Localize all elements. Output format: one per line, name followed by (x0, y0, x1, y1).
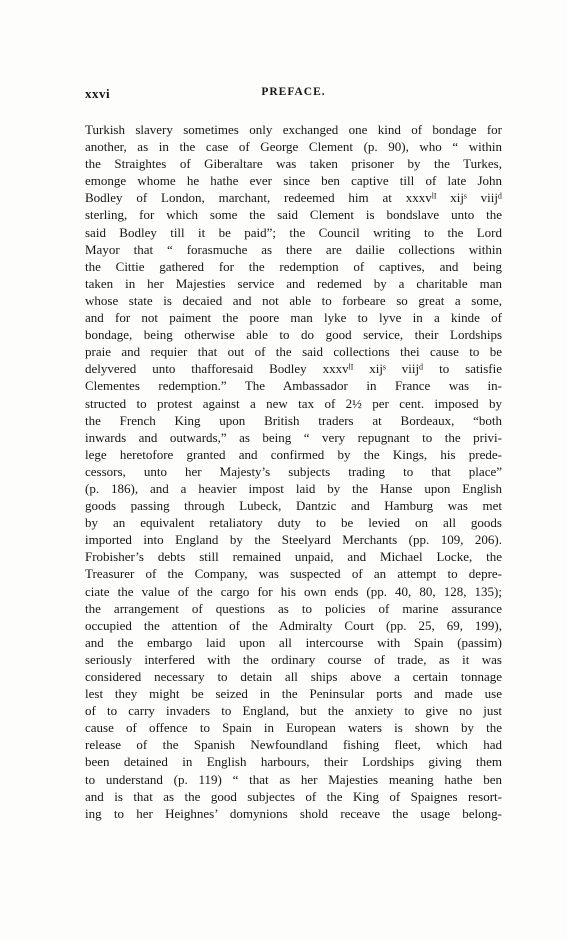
text-line: the Straightes of Giberaltare was taken prisoner by the Turkes, (85, 156, 502, 172)
text-line: considered necessary to detain all ships above a certain tonnage (85, 669, 502, 684)
text-line: the Cittie gathered for the redemption of captives, and being (85, 258, 502, 274)
text-line: Clementes redemption.” The Ambassador in France was in- (85, 378, 502, 394)
text-line: and the embargo laid upon all intercourse with Spain (passim) (85, 634, 502, 650)
text-line: whose state is decaied and not able to forbeare so great a some, (85, 292, 502, 308)
text-line: lest they might be seized in the Peninsular ports and made use (85, 686, 502, 702)
text-line: delyvered unto thafforesaid Bodley xxxvˡᴵ xijˢ viijᵈ to satisfie (85, 361, 502, 377)
text-line: inwards and outwards,” as being “ very repugnant to the privi- (85, 429, 502, 445)
body-paragraph (85, 121, 502, 822)
text-line: Treasurer of the Company, was suspected of an attempt to depre- (85, 566, 502, 582)
text-line: seriously interfered with the ordinary course of trade, as it was (85, 651, 502, 667)
text-line: the French King upon British traders at Bordeaux, “both (85, 412, 502, 428)
running-head: PREFACE. (261, 86, 326, 98)
text-line: ciate the value of the cargo for his own ends (pp. 40, 80, 128, 135); (85, 583, 502, 599)
page-header (85, 86, 502, 104)
text-line: occupied the attention of the Admiralty Court (pp. 25, 69, 199), (85, 617, 502, 633)
text-line: to understand (p. 119) “ that as her Majesties meaning hathe ben (85, 771, 502, 787)
text-line: and for not paiment the poore man lyke to lyve in a kinde of (85, 310, 502, 326)
text-line: and is that as the good subjectes of the King of Spaignes resort- (85, 788, 502, 804)
text-line: been detained in English harbours, their Lordships giving them (85, 754, 502, 770)
text-line: emonge whome he hathe ever since ben captive till of late John (85, 173, 502, 189)
text-line: goods passing through Lubeck, Dantzic and Hamburg was met (85, 498, 502, 514)
text-line: praie and requier that out of the said collections thei cause to be (85, 344, 502, 360)
text-line: ing to her Heighnes’ domynions shold receave the usage belong- (85, 805, 502, 821)
text-line: the arrangement of questions as to policies of marine assurance (85, 600, 502, 616)
text-line: another, as in the case of George Clement (p. 90), who “ within (85, 139, 502, 155)
page-number: xxvi (85, 86, 111, 101)
text-line: Bodley of London, marchant, redeemed him at xxxvˡᴵ xijˢ viijᵈ (85, 190, 502, 206)
text-line: structed to protest against a new tax of 2½ per cent. imposed by (85, 395, 502, 411)
text-line: sterling, for which some the said Clement is bondslave unto the (85, 207, 502, 223)
text-line: lege heretofore granted and confirmed by the Kings, his prede- (85, 446, 502, 462)
text-line: cessors, unto her Majesty’s subjects trading to that place” (85, 463, 502, 479)
text-line: bondage, being otherwise able to do good service, their Lordships (85, 327, 502, 343)
text-line: (p. 186), and a heavier impost laid by the Hanse upon English (85, 480, 502, 496)
text-line: Frobisher’s debts still remained unpaid, and Michael Locke, the (85, 549, 502, 565)
text-line: of to carry invaders to England, but the anxiety to give no just (85, 703, 502, 719)
text-line: imported into England by the Steelyard Merchants (pp. 109, 206). (85, 532, 502, 548)
text-line: release of the Spanish Newfoundland fishing fleet, which had (85, 737, 502, 753)
text-line: Mayor that “ forasmuche as there are dailie collections within (85, 241, 502, 257)
text-line: taken in her Majesties service and redemed by a charitable man (85, 275, 502, 291)
text-line: said Bodley till it be paid”; the Council writing to the Lord (85, 224, 502, 240)
text-line: Turkish slavery sometimes only exchanged one kind of bondage for (85, 122, 502, 137)
text-line: by an equivalent retaliatory duty to be levied on all goods (85, 515, 502, 531)
text-line: cause of offence to Spain in European waters is shown by the (85, 720, 502, 736)
